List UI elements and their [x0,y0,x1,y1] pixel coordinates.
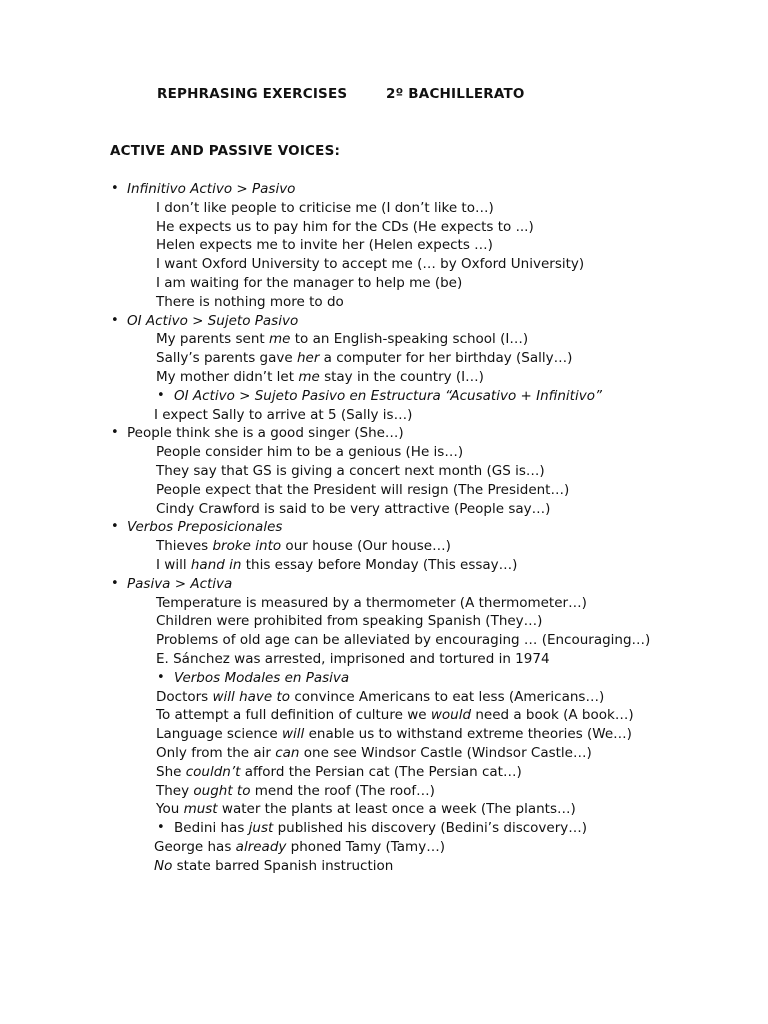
text-segment: Thieves [156,538,213,555]
italic-text: hand in [190,557,242,573]
text-segment: Sally’s parents gave [156,350,297,367]
exercise-sentence [156,255,584,273]
bulleted-item [127,180,295,198]
text-segment: I expect Sally to arrive at 5 (Sally is…) [154,406,413,423]
italic-text: her [296,350,320,367]
bulleted-item [127,424,404,442]
text-segment: need a book (A book…) [471,707,634,724]
italic-text: Pasiva > Activa [127,575,233,592]
bulleted-item [174,669,349,687]
text-segment: Temperature is measured by a thermometer (A thermometer…) [156,594,587,611]
italic-text: broke into [212,538,282,555]
exercise-sentence [156,537,451,555]
exercise-sentence [156,481,569,499]
text-segment: I want Oxford University to accept me (… by Oxford University) [156,256,585,273]
text-segment: water the plants at least once a week (The plants…) [217,801,576,818]
text-segment: our house (Our house…) [281,538,451,555]
course-level: 2º BACHILLERATO [386,86,525,102]
text-segment: enable us to withstand extreme theories (We…) [304,726,632,743]
exercise-sentence [156,688,604,706]
bullet-marker: • [111,519,119,535]
text-segment: Children were prohibited from speaking Spanish (They…) [156,613,543,630]
bullet-marker: • [111,181,119,196]
section-heading: ACTIVE AND PASSIVE VOICES: [110,143,341,159]
exercise-sentence [156,800,576,818]
exercise-sentence [156,556,517,574]
text-segment: People think she is a good singer (She…) [127,425,404,442]
bulleted-item [174,387,602,405]
bulleted-item [127,518,282,536]
text-segment: stay in the country (I…) [319,369,484,385]
text-segment: Only from the air [156,745,276,761]
text-segment: There is nothing more to do [156,293,344,310]
italic-text: couldn’t [185,763,241,780]
exercise-sentence [156,725,632,743]
exercise-sentence [156,330,528,348]
bulleted-item [127,312,298,330]
exercise-sentence [156,594,587,612]
italic-text: No [154,857,173,874]
exercise-sentence [156,612,542,630]
text-segment: I don’t like people to criticise me (I don’t like to…) [156,199,494,216]
exercise-sentence [156,462,545,480]
text-segment: Helen expects me to invite her (Helen expects …) [156,237,493,254]
text-segment: published his discovery (Bedini’s discovery…) [273,820,588,837]
text-segment: He expects us to pay him for the CDs (He expects to ...) [156,218,534,235]
exercise-sentence [156,274,462,292]
text-segment: Doctors [156,688,213,705]
italic-text: already [235,839,287,855]
italic-text: must [183,801,218,818]
text-segment: Cindy Crawford is said to be very attractive (People say…) [156,500,551,517]
italic-text: would [430,707,472,724]
text-segment: People expect that the President will resign (The President…) [156,481,570,498]
exercise-sentence [156,236,493,254]
text-segment: afford the Persian cat (The Persian cat…) [240,763,522,780]
text-segment: I am waiting for the manager to help me (be) [156,275,463,291]
bulleted-item [127,575,232,593]
exercise-sentence [156,782,435,800]
italic-text: can [275,745,300,761]
text-segment: People consider him to be a genious (He is…) [156,444,464,461]
italic-text: Verbos Modales en Pasiva [174,669,350,686]
text-segment: convince Americans to eat less (Americans…) [290,688,605,705]
text-segment: one see Windsor Castle (Windsor Castle…) [299,745,592,761]
bullet-marker: • [157,820,165,836]
text-segment: My parents sent [156,331,269,348]
text-segment: Bedini has [174,820,249,837]
italic-text: me [268,331,291,348]
italic-text: will [282,726,305,743]
exercise-sentence [156,500,550,518]
text-segment: phoned Tamy (Tamy…) [286,839,445,855]
text-segment: E. Sánchez was arrested, imprisoned and tortured in 1974 [156,651,550,667]
italic-text: OI Activo > Sujeto Pasivo [127,312,299,329]
exercise-sentence [156,650,550,668]
text-segment: To attempt a full definition of culture we [156,707,431,724]
exercise-sentence [156,631,650,649]
bulleted-item [174,819,587,837]
text-segment: She [156,763,186,780]
exercise-sentence [156,218,534,236]
italic-text: OI Activo > Sujeto Pasivo en Estructura “Acusativo + Infinitivo” [174,387,602,404]
exercise-sentence [154,406,412,424]
italic-text: Infinitivo Activo > Pasivo [127,181,296,197]
text-segment: I will [156,557,191,573]
text-segment: George has [154,839,236,855]
exercise-sentence [156,744,592,762]
exercise-sentence [156,368,484,386]
text-segment: My mother didn’t let [156,369,299,385]
exercise-sentence [156,349,572,367]
exercise-sentence [156,763,522,781]
exercise-sentence [156,706,634,724]
italic-text: Verbos Preposicionales [127,519,283,536]
bullet-marker: • [157,669,165,685]
text-segment: this essay before Monday (This essay…) [241,557,518,573]
bullet-marker: • [157,387,165,403]
exercise-sentence [156,199,494,217]
exercise-sentence [154,838,445,856]
exercise-sentence [154,857,393,875]
exercise-sentence [156,443,463,461]
text-segment: Problems of old age can be alleviated by encouraging … (Encouraging…) [156,632,651,649]
text-segment: mend the roof (The roof…) [250,782,435,799]
italic-text: me [298,369,320,385]
document-title: REPHRASING EXERCISES [157,86,348,102]
exercise-sentence [156,293,344,311]
text-segment: You [156,801,184,818]
text-segment: a computer for her birthday (Sally…) [319,350,573,367]
text-segment: They [156,782,194,799]
bullet-marker: • [111,312,119,328]
text-segment: to an English-speaking school (I…) [290,331,529,348]
bullet-marker: • [111,575,119,591]
italic-text: will have to [212,688,291,705]
italic-text: ought to [193,782,251,799]
text-segment: They say that GS is giving a concert next month (GS is…) [156,463,545,479]
italic-text: just [248,820,274,837]
text-segment: state barred Spanish instruction [172,857,394,874]
text-segment: Language science [156,726,283,743]
bullet-marker: • [111,425,119,441]
